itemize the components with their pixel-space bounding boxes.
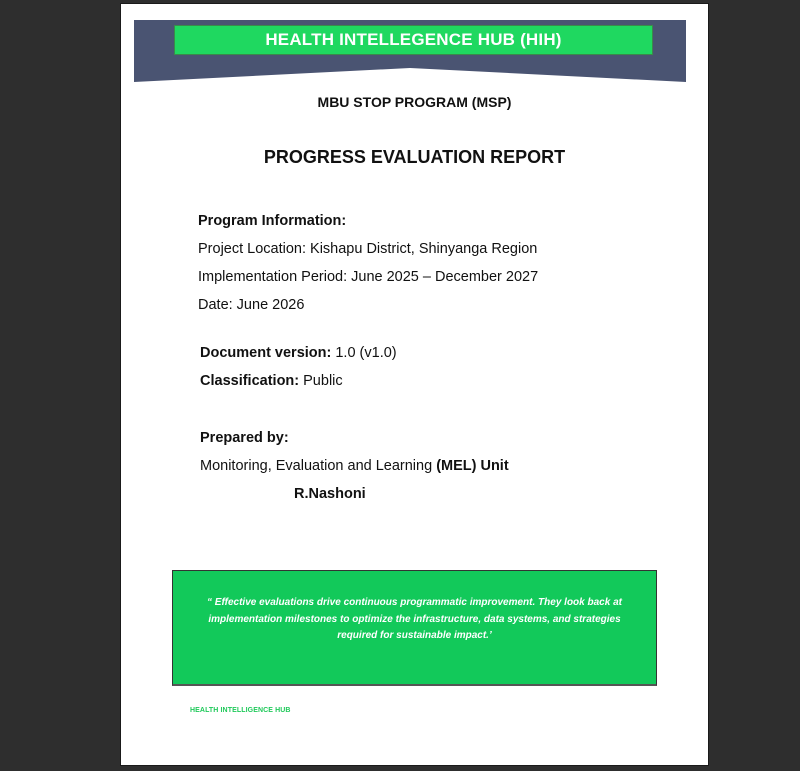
classification-line — [200, 367, 397, 395]
program-name: MBU STOP PROGRAM (MSP) — [317, 94, 512, 110]
unit-name: Monitoring, Evaluation and Learning — [200, 458, 437, 474]
document-version-label: Document version: — [200, 345, 332, 361]
document-metadata-section — [200, 339, 397, 395]
footer-brand: HEALTH INTELLIGENCE HUB — [190, 707, 291, 714]
prepared-by-heading: Prepared by: — [200, 430, 289, 446]
document-version-value: 1.0 (v1.0) — [331, 345, 397, 361]
prepared-by-unit — [200, 452, 509, 480]
classification-value: Public — [299, 373, 343, 389]
implementation-period: Implementation Period: June 2025 – December 2027 — [198, 269, 539, 285]
program-information-section — [198, 207, 538, 319]
project-location: Project Location: Kishapu District, Shinyanga Region — [198, 241, 538, 257]
program-information-heading: Program Information: — [198, 213, 347, 229]
unit-abbreviation: (MEL) Unit — [436, 458, 509, 474]
quote-text: “ Effective evaluations drive continuous programmatic improvement. They look back at implementation milestones to optimize the infrastructure, data systems, and strategies required for sustainable impact.’ — [207, 597, 622, 641]
report-date: Date: June 2026 — [198, 297, 305, 313]
organization-title: HEALTH INTELLEGENCE HUB (HIH) — [174, 25, 653, 55]
quote-box — [172, 570, 657, 686]
document-version-line — [200, 339, 397, 367]
document-page — [120, 3, 709, 766]
report-title: PROGRESS EVALUATION REPORT — [263, 147, 566, 167]
prepared-by-section — [200, 424, 509, 508]
author-name: R.Nashoni — [294, 486, 366, 502]
header-banner — [134, 20, 686, 82]
classification-label: Classification: — [200, 373, 300, 389]
